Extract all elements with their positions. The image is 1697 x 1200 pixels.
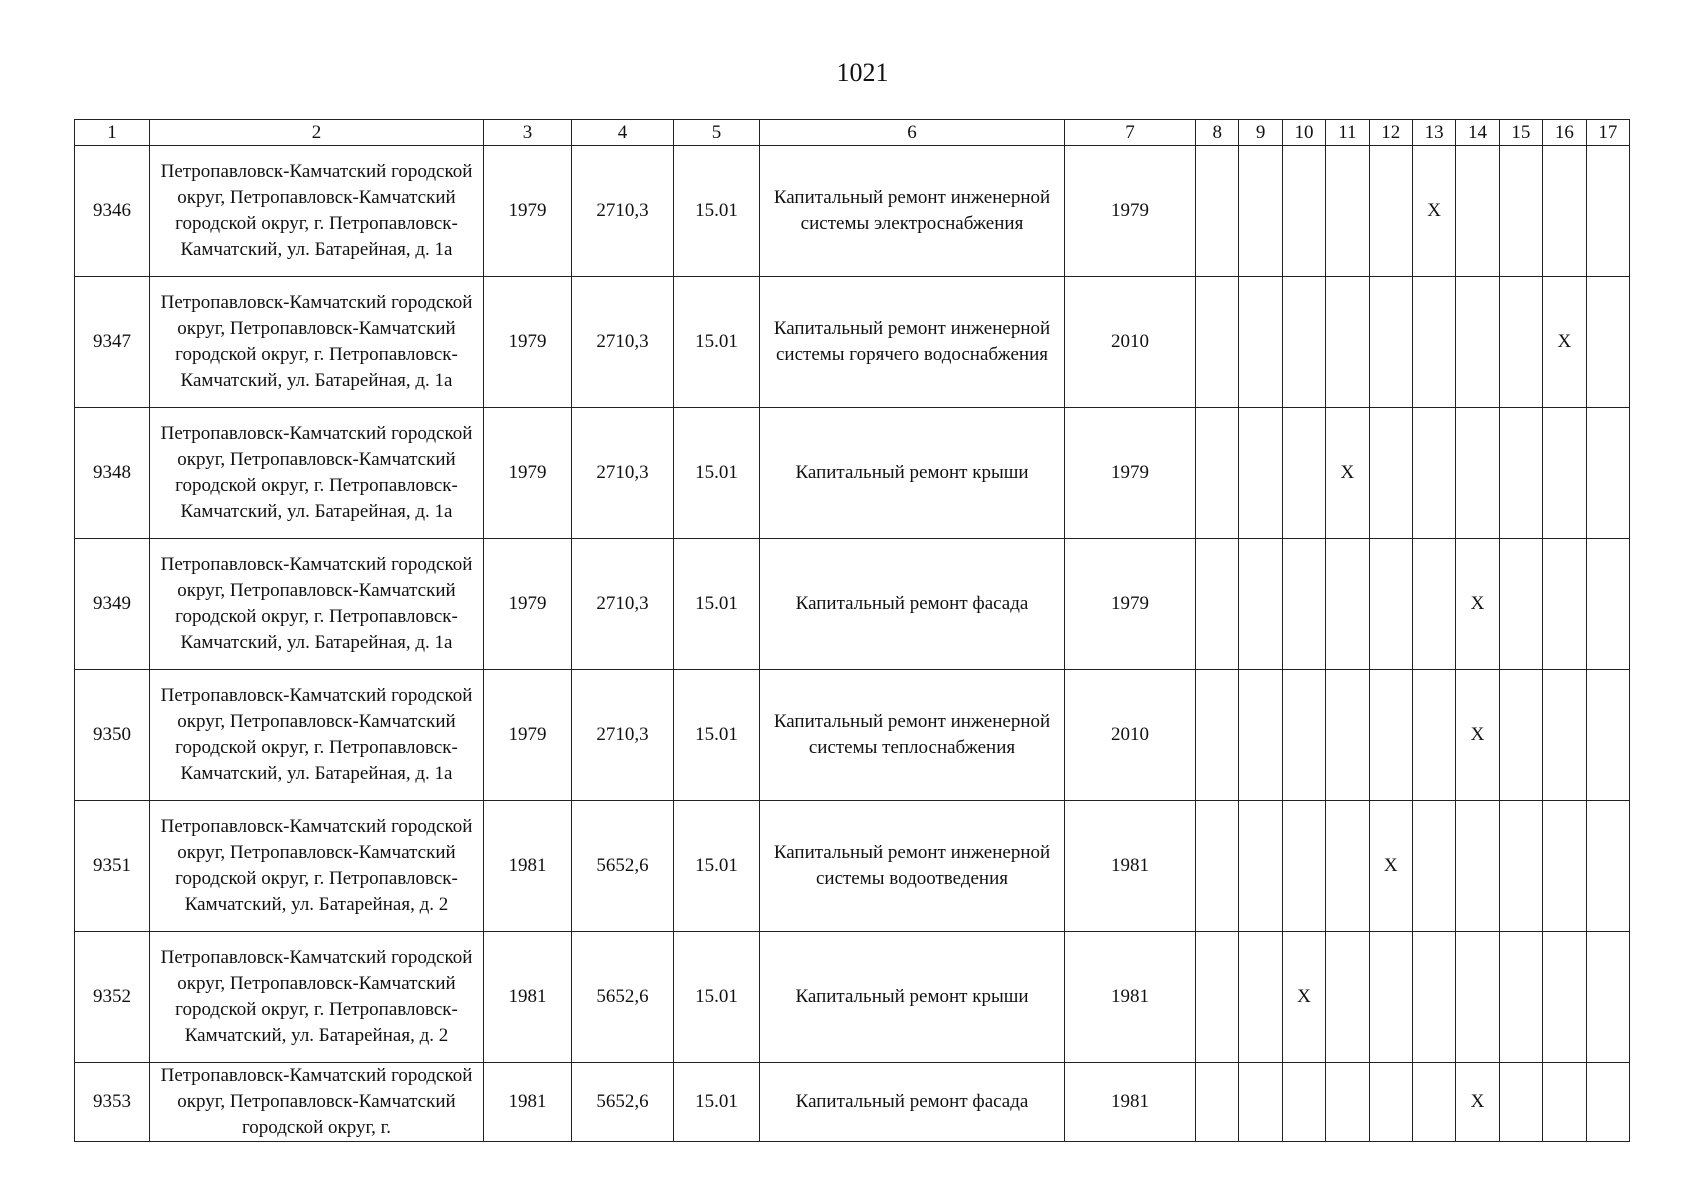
build-year-cell: 1979 — [484, 670, 572, 801]
period-mark-cell-14 — [1456, 277, 1499, 408]
period-mark-cell-9 — [1239, 1063, 1282, 1142]
column-number-15: 15 — [1499, 120, 1542, 146]
period-mark-cell-8 — [1196, 1063, 1239, 1142]
period-mark-cell-8 — [1196, 932, 1239, 1063]
period-mark-cell-9 — [1239, 932, 1282, 1063]
period-mark-cell-11 — [1326, 1063, 1369, 1142]
build-year-cell: 1981 — [484, 801, 572, 932]
period-mark-cell-14 — [1456, 408, 1499, 539]
period-mark-cell-16: X — [1543, 277, 1586, 408]
period-mark-cell-12 — [1369, 277, 1412, 408]
last-repair-year-cell: 1979 — [1065, 408, 1196, 539]
build-year-cell: 1979 — [484, 146, 572, 277]
page-number: 1021 — [836, 58, 889, 87]
period-mark-cell-13 — [1412, 932, 1455, 1063]
period-mark-cell-12 — [1369, 539, 1412, 670]
work-type-cell: Капитальный ремонт крыши — [760, 932, 1065, 1063]
address-cell: Петропавловск-Камчатский городской округ, Петропавловск-Камчатский городской округ, г. Петропавловск-Камчатский, ул. Батарейная, д. 2 — [150, 801, 484, 932]
column-number-1: 1 — [75, 120, 150, 146]
column-number-5: 5 — [674, 120, 760, 146]
period-mark-cell-9 — [1239, 670, 1282, 801]
period-mark-cell-16 — [1543, 408, 1586, 539]
address-cell: Петропавловск-Камчатский городской округ, Петропавловск-Камчатский городской округ, г. Петропавловск-Камчатский, ул. Батарейная, д. 1а — [150, 277, 484, 408]
period-mark-cell-11 — [1326, 277, 1369, 408]
period-mark-cell-8 — [1196, 539, 1239, 670]
period-mark-cell-9 — [1239, 408, 1282, 539]
period-mark-cell-8 — [1196, 277, 1239, 408]
period-mark-cell-16 — [1543, 932, 1586, 1063]
table-row — [75, 801, 1630, 932]
period-mark-cell-15 — [1499, 539, 1542, 670]
work-type-cell: Капитальный ремонт крыши — [760, 408, 1065, 539]
work-type-cell: Капитальный ремонт инженерной системы теплоснабжения — [760, 670, 1065, 801]
period-mark-cell-13 — [1412, 277, 1455, 408]
period-mark-cell-11 — [1326, 932, 1369, 1063]
area-cell: 2710,3 — [572, 146, 674, 277]
period-mark-cell-10: X — [1282, 932, 1325, 1063]
period-mark-cell-14: X — [1456, 670, 1499, 801]
period-mark-cell-15 — [1499, 670, 1542, 801]
period-mark-cell-9 — [1239, 277, 1282, 408]
period-mark-cell-17 — [1586, 1063, 1630, 1142]
period-mark-cell-17 — [1586, 146, 1630, 277]
column-number-17: 17 — [1586, 120, 1630, 146]
work-code-cell: 15.01 — [674, 146, 760, 277]
period-mark-cell-14 — [1456, 146, 1499, 277]
address-cell: Петропавловск-Камчатский городской округ, Петропавловск-Камчатский городской округ, г. Петропавловск-Камчатский, ул. Батарейная, д. 1а — [150, 408, 484, 539]
row-id-cell: 9353 — [75, 1063, 150, 1142]
period-mark-cell-17 — [1586, 277, 1630, 408]
period-mark-cell-8 — [1196, 670, 1239, 801]
register-table — [74, 119, 1630, 1142]
address-cell: Петропавловск-Камчатский городской округ, Петропавловск-Камчатский городской округ, г. Петропавловск-Камчатский, ул. Батарейная, д. 2 — [150, 932, 484, 1063]
period-mark-cell-16 — [1543, 801, 1586, 932]
period-mark-cell-8 — [1196, 408, 1239, 539]
period-mark-cell-15 — [1499, 1063, 1542, 1142]
address-cell: Петропавловск-Камчатский городской округ, Петропавловск-Камчатский городской округ, г. Петропавловск-Камчатский, ул. Батарейная, д. 1а — [150, 146, 484, 277]
period-mark-cell-13: X — [1412, 146, 1455, 277]
row-id-cell: 9352 — [75, 932, 150, 1063]
build-year-cell: 1981 — [484, 932, 572, 1063]
last-repair-year-cell: 1981 — [1065, 932, 1196, 1063]
period-mark-cell-11 — [1326, 670, 1369, 801]
period-mark-cell-17 — [1586, 670, 1630, 801]
period-mark-cell-10 — [1282, 277, 1325, 408]
column-number-2: 2 — [150, 120, 484, 146]
area-cell: 2710,3 — [572, 277, 674, 408]
work-type-cell: Капитальный ремонт фасада — [760, 1063, 1065, 1142]
table-row — [75, 539, 1630, 670]
row-id-cell: 9348 — [75, 408, 150, 539]
row-id-cell: 9347 — [75, 277, 150, 408]
period-mark-cell-12: X — [1369, 801, 1412, 932]
build-year-cell: 1981 — [484, 1063, 572, 1142]
period-mark-cell-15 — [1499, 146, 1542, 277]
work-type-cell: Капитальный ремонт инженерной системы водоотведения — [760, 801, 1065, 932]
period-mark-cell-14: X — [1456, 1063, 1499, 1142]
column-number-9: 9 — [1239, 120, 1282, 146]
build-year-cell: 1979 — [484, 277, 572, 408]
last-repair-year-cell: 2010 — [1065, 277, 1196, 408]
work-type-cell: Капитальный ремонт инженерной системы горячего водоснабжения — [760, 277, 1065, 408]
row-id-cell: 9346 — [75, 146, 150, 277]
period-mark-cell-10 — [1282, 539, 1325, 670]
period-mark-cell-10 — [1282, 670, 1325, 801]
last-repair-year-cell: 1981 — [1065, 1063, 1196, 1142]
period-mark-cell-13 — [1412, 670, 1455, 801]
area-cell: 2710,3 — [572, 670, 674, 801]
period-mark-cell-8 — [1196, 801, 1239, 932]
period-mark-cell-14 — [1456, 932, 1499, 1063]
period-mark-cell-12 — [1369, 146, 1412, 277]
period-mark-cell-15 — [1499, 408, 1542, 539]
column-number-14: 14 — [1456, 120, 1499, 146]
last-repair-year-cell: 1979 — [1065, 539, 1196, 670]
period-mark-cell-12 — [1369, 408, 1412, 539]
period-mark-cell-9 — [1239, 801, 1282, 932]
period-mark-cell-16 — [1543, 1063, 1586, 1142]
last-repair-year-cell: 1981 — [1065, 801, 1196, 932]
column-number-10: 10 — [1282, 120, 1325, 146]
column-number-12: 12 — [1369, 120, 1412, 146]
table-row — [75, 408, 1630, 539]
table-row — [75, 1063, 1630, 1142]
column-number-8: 8 — [1196, 120, 1239, 146]
column-number-7: 7 — [1065, 120, 1196, 146]
period-mark-cell-17 — [1586, 932, 1630, 1063]
period-mark-cell-11 — [1326, 539, 1369, 670]
period-mark-cell-13 — [1412, 1063, 1455, 1142]
row-id-cell: 9349 — [75, 539, 150, 670]
area-cell: 5652,6 — [572, 1063, 674, 1142]
work-code-cell: 15.01 — [674, 277, 760, 408]
period-mark-cell-12 — [1369, 932, 1412, 1063]
build-year-cell: 1979 — [484, 408, 572, 539]
period-mark-cell-15 — [1499, 801, 1542, 932]
period-mark-cell-15 — [1499, 932, 1542, 1063]
period-mark-cell-17 — [1586, 408, 1630, 539]
table-row — [75, 670, 1630, 801]
period-mark-cell-13 — [1412, 539, 1455, 670]
column-number-row — [75, 120, 1630, 146]
period-mark-cell-16 — [1543, 146, 1586, 277]
column-number-13: 13 — [1412, 120, 1455, 146]
table-row — [75, 146, 1630, 277]
period-mark-cell-14 — [1456, 801, 1499, 932]
area-cell: 2710,3 — [572, 408, 674, 539]
period-mark-cell-12 — [1369, 670, 1412, 801]
column-number-16: 16 — [1543, 120, 1586, 146]
work-type-cell: Капитальный ремонт инженерной системы электроснабжения — [760, 146, 1065, 277]
period-mark-cell-10 — [1282, 1063, 1325, 1142]
work-code-cell: 15.01 — [674, 539, 760, 670]
period-mark-cell-10 — [1282, 146, 1325, 277]
period-mark-cell-13 — [1412, 801, 1455, 932]
column-number-6: 6 — [760, 120, 1065, 146]
work-code-cell: 15.01 — [674, 801, 760, 932]
area-cell: 5652,6 — [572, 932, 674, 1063]
period-mark-cell-12 — [1369, 1063, 1412, 1142]
period-mark-cell-10 — [1282, 408, 1325, 539]
period-mark-cell-13 — [1412, 408, 1455, 539]
period-mark-cell-16 — [1543, 670, 1586, 801]
work-type-cell: Капитальный ремонт фасада — [760, 539, 1065, 670]
work-code-cell: 15.01 — [674, 670, 760, 801]
table-row — [75, 277, 1630, 408]
last-repair-year-cell: 2010 — [1065, 670, 1196, 801]
work-code-cell: 15.01 — [674, 408, 760, 539]
period-mark-cell-11: X — [1326, 408, 1369, 539]
address-cell: Петропавловск-Камчатский городской округ, Петропавловск-Камчатский городской округ, г. — [150, 1063, 484, 1142]
area-cell: 2710,3 — [572, 539, 674, 670]
address-cell: Петропавловск-Камчатский городской округ, Петропавловск-Камчатский городской округ, г. Петропавловск-Камчатский, ул. Батарейная, д. 1а — [150, 670, 484, 801]
last-repair-year-cell: 1979 — [1065, 146, 1196, 277]
area-cell: 5652,6 — [572, 801, 674, 932]
work-code-cell: 15.01 — [674, 1063, 760, 1142]
row-id-cell: 9351 — [75, 801, 150, 932]
column-number-3: 3 — [484, 120, 572, 146]
address-cell: Петропавловск-Камчатский городской округ, Петропавловск-Камчатский городской округ, г. Петропавловск-Камчатский, ул. Батарейная, д. 1а — [150, 539, 484, 670]
period-mark-cell-15 — [1499, 277, 1542, 408]
period-mark-cell-14: X — [1456, 539, 1499, 670]
period-mark-cell-17 — [1586, 539, 1630, 670]
build-year-cell: 1979 — [484, 539, 572, 670]
period-mark-cell-9 — [1239, 146, 1282, 277]
period-mark-cell-16 — [1543, 539, 1586, 670]
column-number-4: 4 — [572, 120, 674, 146]
work-code-cell: 15.01 — [674, 932, 760, 1063]
period-mark-cell-10 — [1282, 801, 1325, 932]
table-row — [75, 932, 1630, 1063]
period-mark-cell-11 — [1326, 146, 1369, 277]
period-mark-cell-9 — [1239, 539, 1282, 670]
row-id-cell: 9350 — [75, 670, 150, 801]
column-number-11: 11 — [1326, 120, 1369, 146]
period-mark-cell-11 — [1326, 801, 1369, 932]
period-mark-cell-17 — [1586, 801, 1630, 932]
period-mark-cell-8 — [1196, 146, 1239, 277]
